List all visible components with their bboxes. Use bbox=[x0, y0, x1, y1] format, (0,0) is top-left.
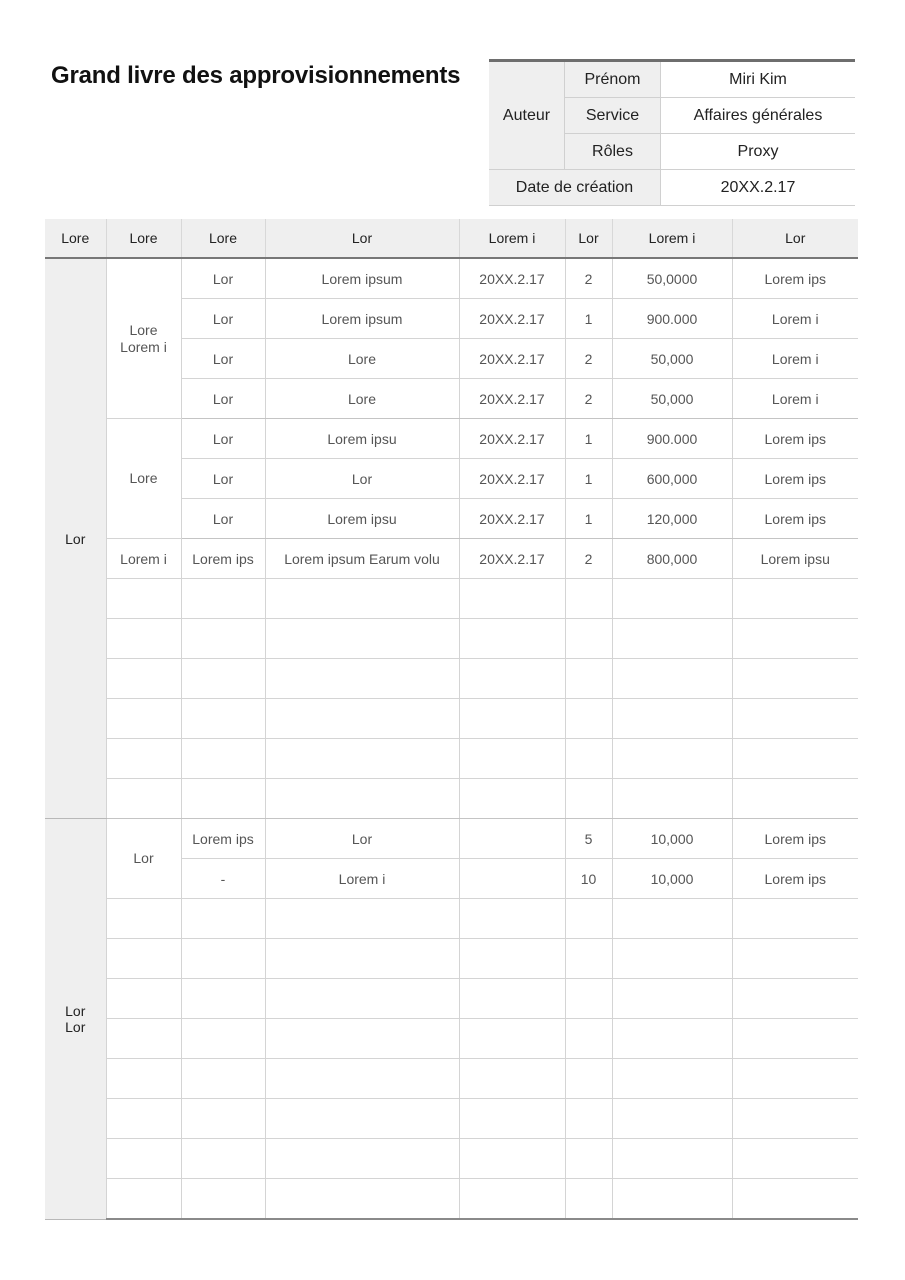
table-row bbox=[45, 419, 858, 459]
header-cell: Lore bbox=[45, 219, 106, 258]
table-cell: 20XX.2.17 bbox=[459, 299, 565, 339]
table-cell: Lorem ipsu bbox=[732, 539, 858, 579]
table-cell bbox=[459, 819, 565, 859]
table-cell: 900.000 bbox=[612, 299, 732, 339]
header-cell: Lorem i bbox=[612, 219, 732, 258]
empty-row bbox=[45, 619, 858, 659]
table-cell: - bbox=[181, 859, 265, 899]
table-cell: Lorem ips bbox=[181, 819, 265, 859]
ledger-table bbox=[45, 219, 858, 1220]
table-cell: Lore bbox=[265, 339, 459, 379]
table-cell: Lorem ips bbox=[732, 459, 858, 499]
header-cell: Lore bbox=[181, 219, 265, 258]
table-cell: 120,000 bbox=[612, 499, 732, 539]
table-row bbox=[45, 819, 858, 859]
empty-row bbox=[45, 899, 858, 939]
table-cell: 1 bbox=[565, 499, 612, 539]
header-cell: Lorem i bbox=[459, 219, 565, 258]
table-cell: 1 bbox=[565, 299, 612, 339]
table-cell bbox=[459, 859, 565, 899]
empty-row bbox=[45, 1179, 858, 1220]
table-cell: 10,000 bbox=[612, 859, 732, 899]
table-cell: Lor bbox=[265, 459, 459, 499]
table-cell: 20XX.2.17 bbox=[459, 258, 565, 299]
empty-row bbox=[45, 779, 858, 819]
empty-row bbox=[45, 699, 858, 739]
group-label-line: Lorem i bbox=[120, 338, 167, 355]
header-cell: Lor bbox=[265, 219, 459, 258]
table-cell: Lor bbox=[181, 499, 265, 539]
table-cell: Lor bbox=[181, 379, 265, 419]
table-cell: Lorem ipsum bbox=[265, 299, 459, 339]
empty-row bbox=[45, 1019, 858, 1059]
table-cell: 900.000 bbox=[612, 419, 732, 459]
author-info-table bbox=[489, 59, 855, 206]
header-cell: Lore bbox=[106, 219, 181, 258]
table-row bbox=[45, 539, 858, 579]
service-label: Service bbox=[565, 98, 661, 134]
table-cell: 20XX.2.17 bbox=[459, 539, 565, 579]
group-cell: Lor bbox=[106, 819, 181, 899]
table-cell: Lor bbox=[181, 459, 265, 499]
table-cell: 20XX.2.17 bbox=[459, 339, 565, 379]
table-cell: 20XX.2.17 bbox=[459, 419, 565, 459]
empty-row bbox=[45, 939, 858, 979]
table-cell: Lorem ips bbox=[732, 859, 858, 899]
table-cell: Lor bbox=[181, 258, 265, 299]
table-cell: Lorem ips bbox=[181, 539, 265, 579]
table-cell: 1 bbox=[565, 419, 612, 459]
author-label: Auteur bbox=[489, 61, 565, 170]
category-label-line: Lor bbox=[65, 1018, 86, 1035]
creation-date-value: 20XX.2.17 bbox=[661, 170, 856, 206]
table-cell: 5 bbox=[565, 819, 612, 859]
empty-row bbox=[45, 739, 858, 779]
first-name-value: Miri Kim bbox=[661, 61, 856, 98]
table-cell: Lorem ipsum bbox=[265, 258, 459, 299]
header-cell: Lor bbox=[732, 219, 858, 258]
table-cell: 50,000 bbox=[612, 379, 732, 419]
ledger-header-row bbox=[45, 219, 858, 258]
category-cell bbox=[45, 819, 106, 1220]
creation-date-label: Date de création bbox=[489, 170, 661, 206]
table-cell: Lor bbox=[181, 339, 265, 379]
table-cell: Lorem ips bbox=[732, 819, 858, 859]
table-cell: Lorem ipsu bbox=[265, 419, 459, 459]
service-value: Affaires générales bbox=[661, 98, 856, 134]
table-cell: Lorem i bbox=[732, 339, 858, 379]
table-cell: 2 bbox=[565, 339, 612, 379]
table-cell: 50,0000 bbox=[612, 258, 732, 299]
empty-row bbox=[45, 659, 858, 699]
table-cell: Lorem ips bbox=[732, 499, 858, 539]
empty-row bbox=[45, 1139, 858, 1179]
empty-row bbox=[45, 979, 858, 1019]
table-row bbox=[45, 258, 858, 299]
table-cell: 20XX.2.17 bbox=[459, 459, 565, 499]
roles-label: Rôles bbox=[565, 134, 661, 170]
table-cell: Lore bbox=[265, 379, 459, 419]
empty-row bbox=[45, 1059, 858, 1099]
table-cell: 50,000 bbox=[612, 339, 732, 379]
table-cell: 10 bbox=[565, 859, 612, 899]
table-cell: 2 bbox=[565, 258, 612, 299]
group-cell: Lore bbox=[106, 419, 181, 539]
table-cell: Lorem ipsum Earum volu bbox=[265, 539, 459, 579]
table-cell: 20XX.2.17 bbox=[459, 499, 565, 539]
table-cell: 10,000 bbox=[612, 819, 732, 859]
table-cell: Lorem ips bbox=[732, 419, 858, 459]
table-cell: 20XX.2.17 bbox=[459, 379, 565, 419]
roles-value: Proxy bbox=[661, 134, 856, 170]
table-cell: Lorem i bbox=[732, 379, 858, 419]
table-cell: Lorem ips bbox=[732, 258, 858, 299]
table-cell: 600,000 bbox=[612, 459, 732, 499]
table-cell: Lor bbox=[181, 419, 265, 459]
table-cell: Lorem i bbox=[265, 859, 459, 899]
table-cell: Lorem ipsu bbox=[265, 499, 459, 539]
group-cell bbox=[106, 258, 181, 419]
table-cell: 2 bbox=[565, 539, 612, 579]
table-cell: Lorem i bbox=[106, 539, 181, 579]
first-name-label: Prénom bbox=[565, 61, 661, 98]
table-cell: 2 bbox=[565, 379, 612, 419]
table-cell: 800,000 bbox=[612, 539, 732, 579]
header-cell: Lor bbox=[565, 219, 612, 258]
category-cell: Lor bbox=[45, 258, 106, 819]
table-cell: Lor bbox=[181, 299, 265, 339]
empty-row bbox=[45, 1099, 858, 1139]
empty-row bbox=[45, 579, 858, 619]
table-cell: Lor bbox=[265, 819, 459, 859]
table-cell: Lorem i bbox=[732, 299, 858, 339]
page-title: Grand livre des approvisionnements bbox=[51, 62, 461, 89]
group-label-line: Lore bbox=[129, 321, 158, 338]
category-label-line: Lor bbox=[65, 1002, 86, 1019]
table-cell: 1 bbox=[565, 459, 612, 499]
